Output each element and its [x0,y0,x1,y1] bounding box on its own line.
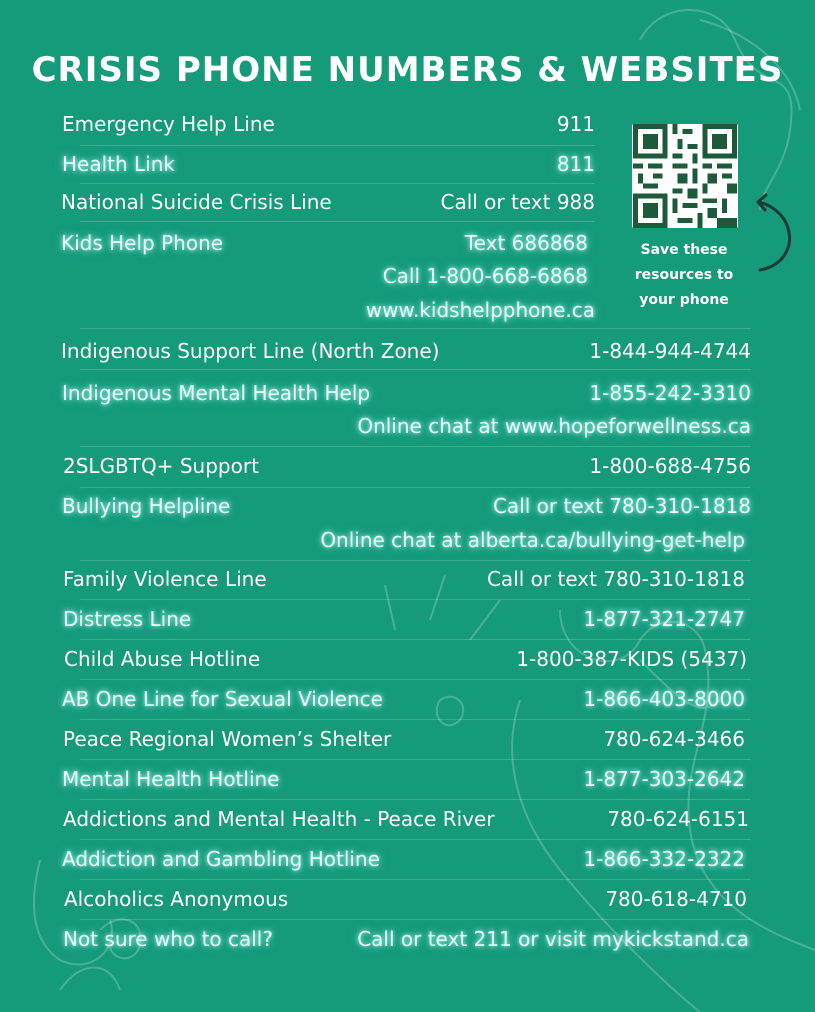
resource-contact[interactable]: 780-624-3466 [603,727,745,751]
resource-name: Alcoholics Anonymous [64,887,289,911]
resource-name: Child Abuse Hotline [64,647,261,671]
qr-caption-line: your phone [639,292,729,308]
qr-caption-line: resources to [634,267,734,283]
row-divider [80,560,751,561]
resource-name: National Suicide Crisis Line [61,190,332,214]
resource-row [62,379,751,407]
qr-caption [620,238,748,313]
row-divider [80,369,751,370]
curved-arrow-icon [738,192,798,282]
resource-contact[interactable]: 1-866-403-8000 [583,687,745,711]
resource-row [63,925,749,953]
row-divider [80,919,751,920]
resource-name: Peace Regional Women’s Shelter [63,727,392,751]
resource-name: Emergency Help Line [62,112,275,136]
resource-row [61,229,588,257]
resource-contact[interactable]: Text 686868 [464,231,588,255]
resource-name: Mental Health Hotline [62,767,280,791]
resource-name: Health Link [62,152,175,176]
qr-code[interactable] [632,124,738,228]
resource-row [62,765,745,793]
row-divider [80,487,751,488]
resource-row [62,845,745,873]
resource-row [63,565,745,593]
resource-contact[interactable]: 780-624-6151 [607,807,749,831]
resource-contact[interactable]: 811 [556,152,595,176]
resource-name: Not sure who to call? [63,927,273,951]
resource-row [61,188,595,216]
resource-name: Addictions and Mental Health - Peace River [63,807,495,831]
resource-row [62,685,745,713]
row-divider [80,839,751,840]
resource-row [63,805,749,833]
resource-contact[interactable]: Call or text 211 or visit mykickstand.ca [357,927,749,951]
resource-contact[interactable]: 1-877-303-2642 [583,767,745,791]
row-divider [80,446,751,447]
resource-contact[interactable]: 1-800-387-KIDS (5437) [516,647,747,671]
row-divider [80,759,751,760]
row-divider [80,639,751,640]
resource-name: Addiction and Gambling Hotline [62,847,380,871]
resource-row [63,725,745,753]
resource-contact[interactable]: 1-866-332-2322 [583,847,745,871]
resource-contact[interactable]: 1-855-242-3310 [589,381,751,405]
row-divider [80,679,751,680]
resource-row [63,452,751,480]
resource-contact-extra[interactable]: Online chat at alberta.ca/bullying-get-help [320,528,745,552]
resource-contact-extra[interactable]: Online chat at www.hopeforwellness.ca [357,414,751,438]
qr-code-image [632,124,738,228]
row-divider [80,879,751,880]
resource-contact[interactable]: Call or text 988 [440,190,595,214]
resource-row [61,337,751,365]
page-title: CRISIS PHONE NUMBERS & WEBSITES [31,50,784,90]
row-divider [80,328,751,329]
resource-contact[interactable]: 1-844-944-4744 [589,339,751,363]
resource-contact[interactable]: 911 [556,112,595,136]
row-divider [80,799,751,800]
resource-name: 2SLGBTQ+ Support [63,454,259,478]
resource-name: Indigenous Support Line (North Zone) [61,339,440,363]
row-divider [80,599,751,600]
resource-contact[interactable]: Call or text 780-310-1818 [486,567,745,591]
resource-row [64,885,747,913]
resource-row [63,605,745,633]
resource-name: Family Violence Line [63,567,267,591]
resource-name: Bullying Helpline [62,494,231,518]
resource-name: AB One Line for Sexual Violence [62,687,383,711]
row-divider [80,145,595,146]
resource-name: Distress Line [63,607,192,631]
resource-name: Kids Help Phone [61,231,224,255]
resource-contact-extra[interactable]: www.kidshelpphone.ca [365,298,595,322]
resource-row [64,645,747,673]
row-divider [80,221,595,222]
resource-contact[interactable]: 780-618-4710 [605,887,747,911]
resource-row [62,110,595,138]
resource-contact[interactable]: Call or text 780-310-1818 [492,494,751,518]
resource-contact[interactable]: 1-877-321-2747 [583,607,745,631]
resource-row [62,492,751,520]
resource-row [62,150,595,178]
resource-name: Indigenous Mental Health Help [62,381,371,405]
resource-contact-extra[interactable]: Call 1-800-668-6868 [382,264,588,288]
row-divider [80,719,751,720]
resource-contact[interactable]: 1-800-688-4756 [589,454,751,478]
row-divider [80,183,595,184]
qr-caption-line: Save these [640,242,728,258]
